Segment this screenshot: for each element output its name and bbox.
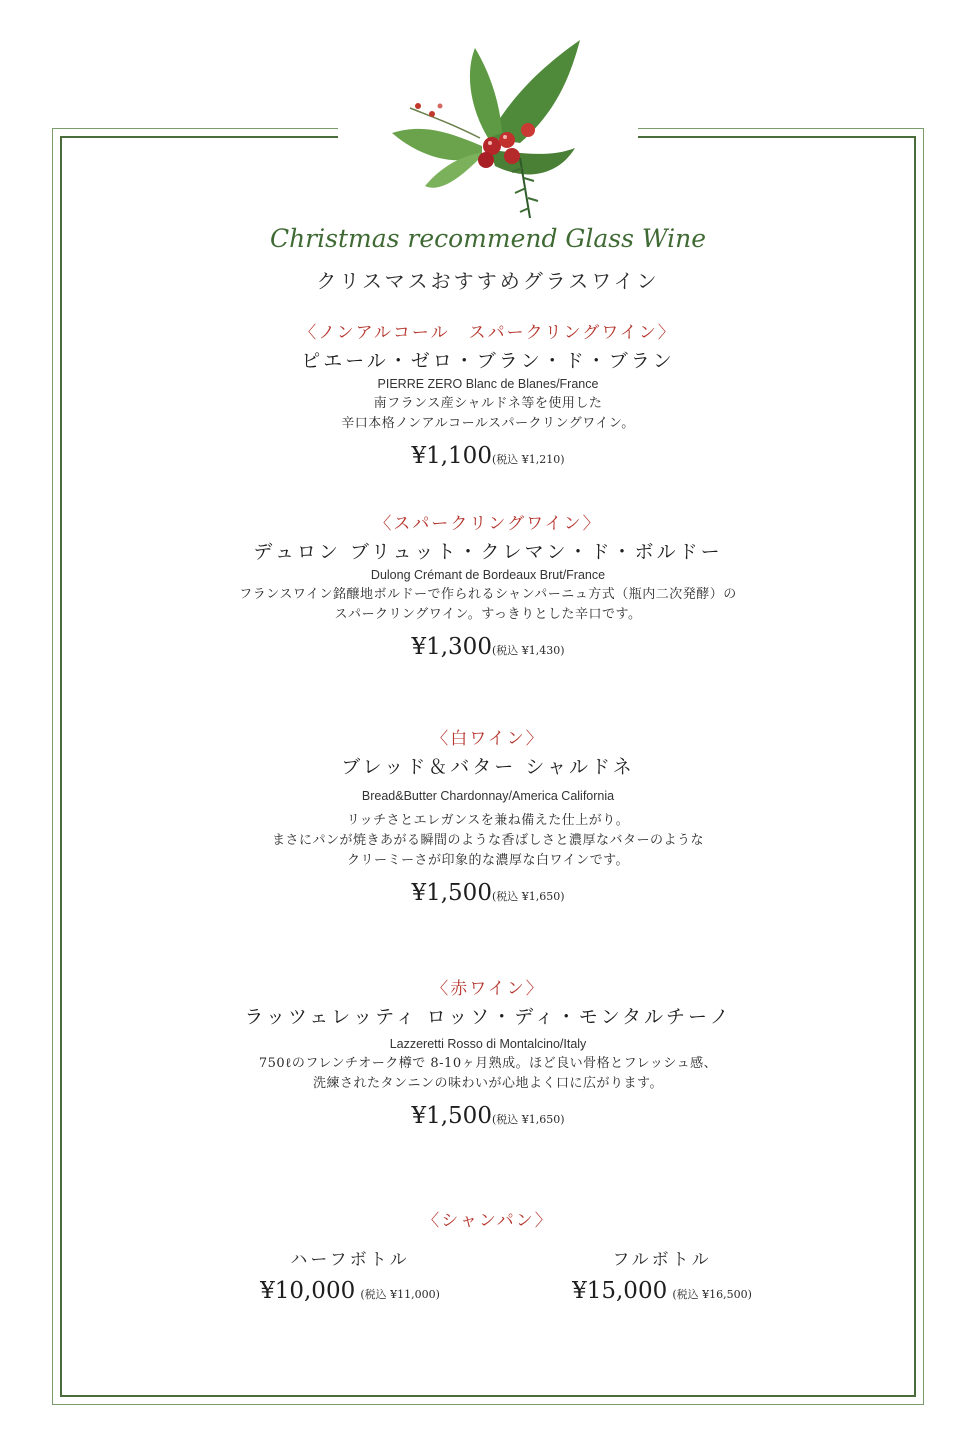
price: ¥1,300 [411,634,492,660]
price-row [60,878,916,912]
wine-description-line: まさにパンが焼きあがる瞬間のような香ばしさと濃厚なバターのような [271,833,704,848]
price-row [60,632,916,666]
price: ¥1,500 [411,880,492,906]
wine-name: デュロン ブリュット・クレマン・ド・ボルドー [253,541,723,563]
full-bottle-label: フルボトル [612,1250,712,1270]
wine-english-name: Dulong Crémant de Bordeaux Brut/France [370,568,606,582]
price-row [200,1276,500,1310]
price-row [60,441,916,475]
category-label: 〈ノンアルコール スパークリングワイン〉 [299,323,677,343]
tax-included-price: (税込 ¥1,650) [491,1113,565,1126]
holly-icon [370,28,590,223]
page-title: クリスマスおすすめグラスワイン [316,269,660,293]
wine-name: ピエール・ゼロ・ブラン・ド・ブラン [301,350,675,372]
wine-section-white [60,728,916,912]
price: ¥10,000 [260,1278,356,1304]
wine-name: ブレッド＆バター シャルドネ [341,756,635,778]
wine-description-line: 南フランス産シャルドネ等を使用した [373,396,603,411]
price: ¥1,100 [411,443,492,469]
full-bottle [512,1248,812,1310]
category-label: 〈赤ワイン〉 [431,979,545,999]
wine-section-nonalcoholic [60,322,916,475]
price: ¥1,500 [411,1103,492,1129]
category-label: 〈白ワイン〉 [431,729,545,749]
tax-included-price: (税込 ¥1,210) [491,453,565,466]
wine-description-line: フランスワイン銘醸地ボルドーで作られるシャンパーニュ方式（瓶内二次発酵）の [239,587,737,602]
half-bottle-label: ハーフボトル [290,1250,410,1270]
price: ¥15,000 [572,1278,668,1304]
wine-name: ラッツェレッティ ロッソ・ディ・モンタルチーノ [244,1006,732,1028]
wine-description-line: 辛口本格ノンアルコールスパークリングワイン。 [341,416,635,431]
script-title: Christmas recommend Glass Wine [269,224,707,253]
wine-section-sparkling [60,513,916,666]
half-bottle [200,1248,500,1310]
wine-english-name: Lazzeretti Rosso di Montalcino/Italy [389,1037,587,1051]
champagne-section [60,1210,916,1232]
price-row [60,1101,916,1135]
tax-included-price: (税込 ¥1,650) [491,890,565,903]
champagne-bottles [60,1248,916,1318]
category-label: 〈シャンパン〉 [422,1211,554,1231]
tax-included-price: (税込 ¥1,430) [491,644,565,657]
tax-included-price: (税込 ¥16,500) [672,1288,752,1301]
wine-description-line: 750ℓのフレンチオーク樽で 8-10ヶ月熟成。ほど良い骨格とフレッシュ感、 [258,1056,718,1071]
price-row [512,1276,812,1310]
wine-description-line: リッチさとエレガンスを兼ね備えた仕上がり。 [346,813,630,828]
wine-english-name: PIERRE ZERO Blanc de Blanes/France [377,377,599,391]
tax-included-price: (税込 ¥11,000) [360,1288,440,1301]
category-label: 〈スパークリングワイン〉 [374,514,602,534]
wine-english-name: Bread&Butter Chardonnay/America California [361,789,615,803]
wine-section-red [60,978,916,1135]
wine-description-line: スパークリングワイン。すっきりとした辛口です。 [334,607,642,622]
wine-description-line: クリーミーさが印象的な濃厚な白ワインです。 [346,853,630,868]
wine-description-line: 洗練されたタンニンの味わいが心地よく口に広がります。 [313,1076,663,1091]
